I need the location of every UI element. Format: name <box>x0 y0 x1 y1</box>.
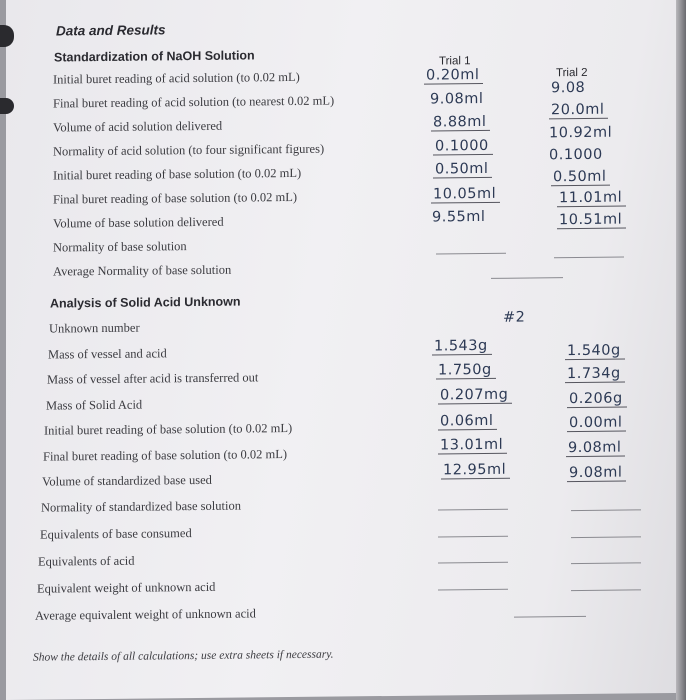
s2-row-trial1: 0.207mg <box>438 387 512 405</box>
s1-row-trial1: 9.08ml <box>430 90 484 108</box>
footnote: Show the details of all calculations; use extra sheets if necessary. <box>33 648 334 664</box>
s2-blank-trial2 <box>571 562 641 564</box>
s2-blank-trial2 <box>571 536 641 538</box>
s1-row-label: Average Normality of base solution <box>53 262 232 279</box>
s1-row-label: Volume of base solution delivered <box>53 214 224 231</box>
s1-row-trial1: 10.05ml <box>431 186 500 204</box>
page-shadow <box>676 0 686 700</box>
s1-row-trial2: 10.51ml <box>557 212 626 230</box>
s2-row-trial1: 1.750g <box>436 362 496 380</box>
s2-row-label: Unknown number <box>49 320 140 336</box>
s2-row-trial1: #2 <box>503 309 526 326</box>
s1-row-label: Initial buret reading of base solution (to 0.02 mL) <box>53 165 302 183</box>
s2-row-label: Mass of vessel after acid is transferred out <box>47 370 259 387</box>
page-heading: Data and Results <box>56 22 166 39</box>
s1-row-trial2: 10.92ml <box>549 124 613 142</box>
s2-row-trial1: 12.95ml <box>441 462 510 480</box>
s2-blank-trial1 <box>438 536 508 538</box>
s1-row-trial2: 20.0ml <box>549 102 608 120</box>
s2-row-label: Mass of vessel and acid <box>48 346 167 362</box>
s2-row-trial1: 0.06ml <box>438 413 497 431</box>
section2-title: Analysis of Solid Acid Unknown <box>50 294 241 311</box>
s1-row-trial1: 0.50ml <box>433 161 492 179</box>
s2-blank-trial1 <box>438 562 508 564</box>
s2-blank-trial1 <box>438 509 508 511</box>
s1-row-trial2: 9.08 <box>551 79 586 97</box>
s1-row-trial1: 9.55ml <box>432 208 486 226</box>
section1-title: Standardization of NaOH Solution <box>54 48 255 65</box>
worksheet-page <box>6 0 686 700</box>
s2-row-label: Volume of standardized base used <box>42 472 212 489</box>
s2-blank-trial1 <box>438 589 508 591</box>
s2-row-trial2: 0.206g <box>567 390 627 408</box>
s2-row-label: Equivalent weight of unknown acid <box>37 579 216 596</box>
s2-blank-trial2 <box>571 509 641 511</box>
s2-row-trial2: 9.08ml <box>567 465 626 483</box>
s1-row-label: Normality of base solution <box>53 239 187 255</box>
s2-row-label: Mass of Solid Acid <box>46 397 143 413</box>
s2-row-trial1: 1.543g <box>432 338 492 356</box>
s1-row-label: Final buret reading of acid solution (to nearest 0.02 mL) <box>53 93 335 111</box>
s1-blank-trial1 <box>436 253 506 255</box>
s1-blank-average <box>491 277 563 279</box>
s2-row-trial2: 0.00ml <box>567 415 626 433</box>
s2-blank-trial2 <box>571 589 641 591</box>
s2-row-trial1: 13.01ml <box>438 437 507 455</box>
s2-row-label: Final buret reading of base solution (to 0.02 mL) <box>43 447 288 464</box>
s1-row-trial2: 0.50ml <box>551 169 610 187</box>
s1-row-trial1: 0.1000 <box>433 138 493 156</box>
s2-row-label: Average equivalent weight of unknown acid <box>35 606 256 623</box>
s1-blank-trial2 <box>554 257 624 259</box>
s2-row-label: Equivalents of base consumed <box>40 526 192 542</box>
s2-row-trial2: 9.08ml <box>566 440 625 458</box>
s2-row-label: Equivalents of acid <box>38 553 135 569</box>
s1-row-label: Initial buret reading of acid solution (to 0.02 mL) <box>53 69 300 87</box>
s2-row-label: Initial buret reading of base solution (to 0.02 mL) <box>44 421 293 438</box>
trial1-header: Trial 1 <box>439 55 471 68</box>
s1-row-trial1: 8.88ml <box>431 114 490 132</box>
s1-row-label: Volume of acid solution delivered <box>53 118 223 135</box>
s1-row-trial1: 0.20ml <box>424 67 483 85</box>
trial2-header: Trial 2 <box>556 66 588 80</box>
s2-blank-average <box>514 616 586 618</box>
s2-row-label: Normality of standardized base solution <box>41 498 241 515</box>
s1-row-trial2: 11.01ml <box>557 190 626 208</box>
s2-row-trial2: 1.734g <box>565 366 625 384</box>
s1-row-label: Normality of acid solution (to four significant figures) <box>53 141 325 159</box>
s1-row-trial2: 0.1000 <box>549 146 603 164</box>
s2-row-trial2: 1.540g <box>565 343 625 361</box>
s1-row-label: Final buret reading of base solution (to 0.02 mL) <box>53 189 298 207</box>
